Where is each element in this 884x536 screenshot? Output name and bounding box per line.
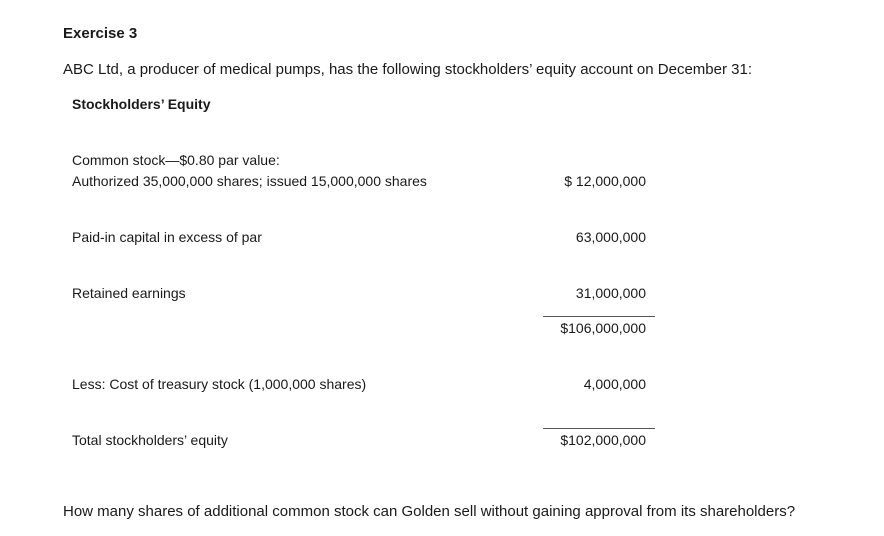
total-equity-label: Total stockholders’ equity — [72, 432, 228, 448]
paid-in-capital-amount: 63,000,000 — [575, 229, 646, 245]
paid-in-capital-label: Paid-in capital in excess of par — [72, 229, 262, 245]
common-stock-detail: Authorized 35,000,000 shares; issued 15,000,000 shares — [72, 173, 427, 189]
common-stock-label: Common stock—$0.80 par value: — [72, 152, 280, 168]
subtotal-amount: $106,000,000 — [560, 320, 646, 336]
total-equity-amount: $102,000,000 — [560, 432, 646, 448]
common-stock-amount: $ 12,000,000 — [564, 173, 646, 189]
exercise-title: Exercise 3 — [63, 25, 138, 42]
question-text: How many shares of additional common stock can Golden sell without gaining approval from its shareholders? — [63, 503, 796, 520]
subtotal-rule — [543, 316, 655, 317]
total-rule — [543, 428, 655, 429]
section-heading: Stockholders’ Equity — [72, 96, 211, 112]
treasury-stock-label: Less: Cost of treasury stock (1,000,000 shares) — [72, 376, 367, 392]
treasury-stock-amount: 4,000,000 — [583, 376, 646, 392]
retained-earnings-label: Retained earnings — [72, 285, 186, 301]
intro-text: ABC Ltd, a producer of medical pumps, has the following stockholders’ equity account on December 31: — [63, 61, 752, 78]
retained-earnings-amount: 31,000,000 — [575, 285, 646, 301]
